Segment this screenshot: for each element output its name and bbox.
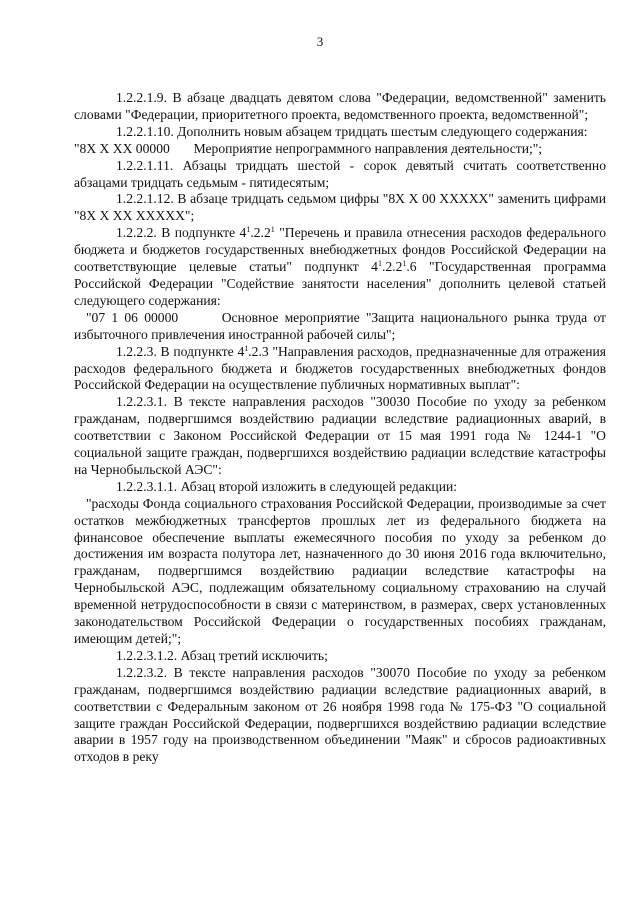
- budget-code-description: Основное мероприятие "Защита национального рынка труда от избыточного привлечения иностранной рабочей силы";: [74, 309, 606, 342]
- paragraph-1-2-2-3-2: 1.2.2.3.2. В тексте направления расходов "30070 Пособие по уходу за ребенком гражданам, подвергшимся воздействию радиации вследствие радиационных аварий, в соответствии с Федеральным законом от 26 ноября 1998 года № 175-ФЗ "О социальной защите граждан Российской Федерации, подвергшихся воздействию радиации вследствие аварии в 1957 году на производственном объединении "Маяк" и сбросов радиоактивных отходов в реку: [74, 664, 606, 765]
- paragraph-1-2-2-2: 1.2.2.2. В подпункте $4^1.2.2^1$ "Перечень и правила отнесения расходов федерального бюджета и бюджетов государственных внебюджетных фондов Российской Федерации на соответствующие целевые статьи" подпункт $4^1.2.2^1.6$ "Государственная программа Российской Федерации "Содействие занятости населения" дополнить целевой статьей следующего содержания:: [74, 225, 606, 308]
- paragraph-1-2-2-3-1-2: 1.2.2.3.1.2. Абзац третий исключить;: [116, 647, 328, 663]
- page-number: 3: [316, 34, 324, 49]
- budget-code-description: Мероприятие непрограммного направления деятельности;";: [193, 140, 543, 156]
- budget-code: "07 1 06 00000: [86, 309, 179, 325]
- paragraph-1-2-2-1-12: 1.2.2.1.12. В абзаце тридцать седьмом цифры "8Х Х 00 ХХХХХ" заменить цифрами "8Х Х ХХ ХХХХХ";: [74, 191, 606, 224]
- document-body: [74, 90, 606, 766]
- paragraph-1-2-2-1-9: 1.2.2.1.9. В абзаце двадцать девятом слова "Федерации, ведомственной" заменить словами "Федерации, приоритетного проекта, ведомственного проекта, ведомственной";: [74, 90, 606, 122]
- paragraph-1-2-2-3-1: 1.2.2.3.1. В тексте направления расходов "30030 Пособие по уходу за ребенком гражданам, подвергшимся воздействию радиации вследствие радиационных аварий, в соответствии с Законом Российской Федерации от 15 мая 1991 года № 1244-1 "О социальной защите граждан, подвергшихся воздействию радиации вследствие катастрофы на Чернобыльской АЭС":: [74, 394, 606, 477]
- paragraph-1-2-2-1-10: 1.2.2.1.10. Дополнить новым абзацем тридцать шестым следующего содержания:: [116, 123, 588, 139]
- paragraph-code-line-07: [74, 310, 606, 344]
- paragraph-1-2-2-3-1-1: 1.2.2.3.1.1. Абзац второй изложить в следующей редакции:: [116, 478, 458, 494]
- paragraph-1-2-2-1-11: 1.2.2.1.11. Абзацы тридцать шестой - сорок девятый считать соответственно абзацами тридцать седьмым - пятидесятым;: [74, 157, 606, 190]
- paragraph-quoted-expenses: "расходы Фонда социального страхования Российской Федерации, производимые за счет остатков межбюджетных трансфертов прошлых лет из федерального бюджета на финансовое обеспечение выплаты ежемесячного пособия по уходу за ребенком до достижения им возраста полутора лет, назначенного до 30 июня 2016 года включительно, гражданам, подвергшимся воздействию радиации вследствие катастрофы на Чернобыльской АЭС, подлежащим обязательному социальному страхованию на случай временной нетрудоспособности в связи с материнством, в размерах, сверх установленных законодательством Российской Федерации о государственных пособиях гражданам, имеющим детей;";: [74, 495, 606, 646]
- paragraph-code-line-8x: [74, 141, 606, 158]
- paragraph-1-2-2-3: 1.2.2.3. В подпункте $4^1.2.3$ "Направления расходов, предназначенные для отражения расходов федерального бюджета и бюджетов государственных внебюджетных фондов Российской Федерации на осуществление публичных нормативных выплат":: [74, 343, 606, 393]
- budget-code: "8Х Х ХХ 00000: [74, 140, 170, 156]
